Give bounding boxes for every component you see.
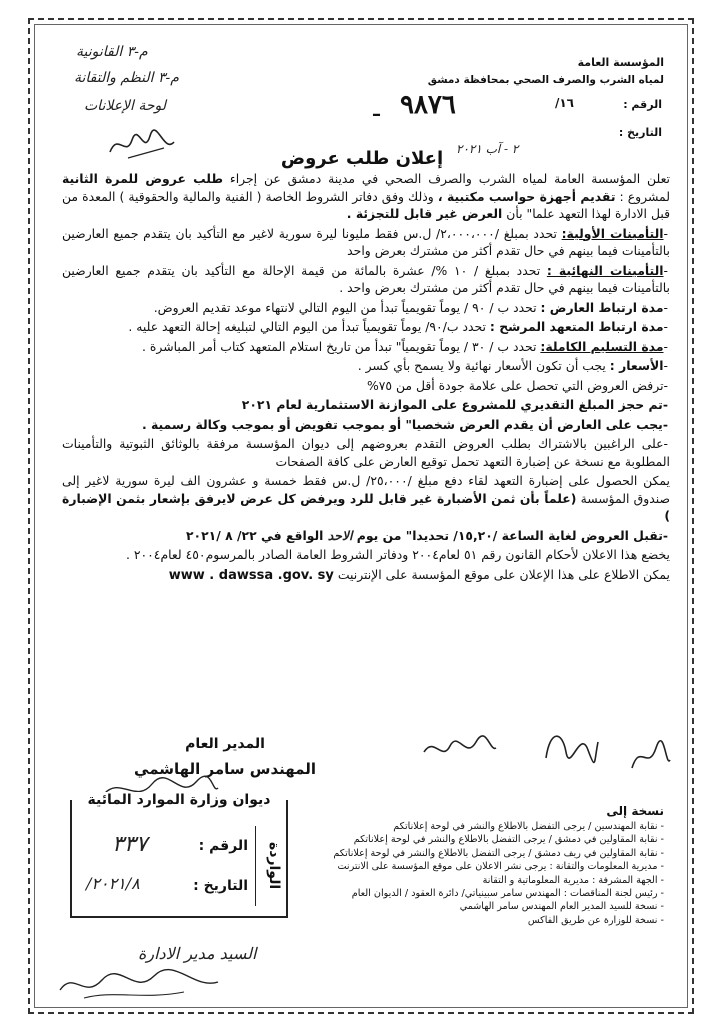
copies-list: [304, 820, 664, 927]
ref-number: ٩٨٧٦: [400, 90, 456, 120]
intro-paragraph: تعلن المؤسسة العامة لمياه الشرب والصرف الصحي في مدينة دمشق عن إجراء طلب عروض للمرة الثانية لمشروع : تقديم أجهزة حواسب مكتبية ، وذلك وفق دفاتر الشروط الخاصة ( الفنية والمالية والحقوقية ) المعدة من قبل الادارة لهذا التعهد علما" بأن العرض غير قابل للتجزئة .: [62, 171, 670, 221]
ministry-incoming-stamp: [70, 792, 288, 918]
copy-item: - نقابة المقاولين في دمشق / يرجى التفضل بالاطلاع والنشر في لوحة إعلاناتكم: [353, 834, 664, 846]
handwritten-note-it: م-٣ النظم والتقانة: [74, 70, 179, 86]
copies-title: نسخة إلى: [606, 804, 664, 818]
handwritten-note-bottom: السيد مدير الادارة: [138, 944, 257, 963]
handwritten-signature-middle-1: [420, 730, 500, 766]
final-deposit: -التأمينات النهائية : تحدد بمبلغ / ١٠ %/ عشرة بالمائة من قيمة الإحالة مع التأكيد بان يتقدم جميع العارضين بالتأمينات فيما بينهم في حال تقدم أكثر من مشترك بعرض واحد .: [62, 262, 670, 295]
initial-deposit: -التأمينات الأولية: تحدد بمبلغ /٢،٠٠٠،٠٠٠/ ل.س فقط مليونا ليرة سورية لاغير مع التأكيد بان يتقدم جميع العارضين بالتأمينات فيما بينهم في حال تقدم أكثر من مشترك بعرض واحد: [62, 225, 670, 258]
ref-suffix: ١٦/: [554, 96, 574, 110]
budget-clause: -تم حجز المبلغ التقديري للمشروع على الموازنة الاستثمارية لعام ٢٠٢١: [241, 397, 668, 412]
stamp-date-value: ٢٠٢١/٨/: [86, 874, 140, 893]
bidder-commitment: -مدة ارتباط العارض : تحدد ب / ٩٠ / يوماً تقويمياً تبدأ من اليوم التالي لانتهاء موعد تقديم العروض.: [153, 299, 668, 315]
copy-item: - نسخة للسيد المدير العام المهندس سامر الهاشمي: [459, 901, 664, 913]
copy-item: - نقابة المقاولين في ريف دمشق / يرجى التفضل بالاطلاع والنشر في لوحة إعلاناتكم: [333, 847, 664, 859]
submission-clause: -على الراغبين بالاشتراك بطلب العروض التقدم بعروضهم إلى ديوان المؤسسة مرفقة بالوثائق الثبوتية والتأمينات المطلوبة مع نسخة عن إضبارة التعهد تحمل توقيع العارض على كافة الصفحات: [62, 436, 670, 469]
stamp-date-label: التاريخ :: [193, 878, 248, 894]
handwritten-note-legal: م-٣ القانونية: [76, 44, 148, 60]
law-clause: يخضع هذا الاعلان لأحكام القانون رقم ٥١ لعام٢٠٠٤ ودفاتر الشروط العامة الصادر بالمرسوم٤٥٠ لعام٢٠٠٤ .: [125, 547, 670, 562]
page-title: إعلان طلب عروض: [280, 148, 444, 169]
ref-label: الرقم :: [623, 98, 662, 111]
stamp-title: ديوان وزارة الموارد المائية: [72, 792, 286, 808]
handwritten-date: ٢ - آب ٢٠٢١: [456, 142, 519, 156]
website-clause: يمكن الاطلاع على هذا الإعلان على موقع المؤسسة على الإنترنيت www . dawssa .gov. sy: [168, 566, 670, 583]
personal-clause: -يجب على العارض أن يقدم العرض شخصيا" أو بموجب تفويض أو بموجب وكالة رسمية .: [141, 416, 668, 432]
date-label: التاريخ :: [618, 126, 662, 139]
stamp-number-label: الرقم :: [198, 838, 248, 854]
contractor-commitment: -مدة ارتباط المتعهد المرشح : تحدد ب/٩٠/ يوماً تقويمياً تبدأ من اليوم التالي لتبليغه إحالة التعهد عليه .: [128, 319, 668, 334]
ref-dash: –: [372, 104, 381, 125]
copy-item: - نسخة للوزارة عن طريق الفاكس: [527, 914, 664, 926]
org-subtitle: لمياه الشرب والصرف الصحي بمحافظة دمشق: [427, 74, 664, 86]
handwritten-signature-right: [628, 738, 672, 778]
quality-clause: -ترفض العروض التي تحصل على علامة جودة أقل من ٧٥%: [366, 377, 668, 393]
file-fee-clause: يمكن الحصول على إضبارة التعهد لقاء دفع مبلغ /٢٥،٠٠٠/ ل.س فقط خمسة و عشرون الف ليرة سورية لاغير إلى صندوق المؤسسة (علماً بأن ثمن الأضبارة غير قابل للرد ويرفض كل عرض لايرفق بإشعار بثمن الإضبارة ): [62, 473, 670, 523]
prices-clause: -الأسعار : يجب أن تكون الأسعار نهائية ولا يسمح بأي كسر .: [357, 358, 668, 373]
copy-item: - نقابة المهندسين / يرجى التفضل بالاطلاع والنشر في لوحة إعلاناتكم: [393, 821, 664, 832]
copy-item: - مديرية المعلومات والتقانة : يرجى نشر الاعلان على موقع المؤسسة على الانترنت: [337, 861, 664, 873]
announcement-body: [62, 170, 670, 586]
copy-item: - الجهة المشرفة : مديرية المعلوماتية و التقانة: [482, 874, 664, 886]
handwritten-note-board: لوحة الإعلانات: [84, 98, 167, 114]
copy-item: - رئيس لجنة المناقصات : المهندس سامر سبينياتي/ دائرة العقود / الديوان العام: [351, 888, 664, 900]
handwritten-signature-middle-2: [540, 722, 600, 766]
deadline-clause: -تقبل العروض لغاية الساعة /١٥,٢٠/ تحديدا" من يوم الاحد الواقع في ٢٢/ ٨ /٢٠٢١: [185, 527, 668, 543]
org-name: المؤسسة العامة: [577, 56, 664, 69]
director-name: المهندس سامر الهاشمي: [134, 760, 316, 778]
handwritten-signature-bottom: [54, 960, 224, 1004]
stamp-number-value: ٣٣٧: [112, 832, 148, 857]
director-title: المدير العام: [185, 736, 265, 752]
stamp-side-label: الواردة: [255, 826, 282, 906]
delivery-period: -مدة التسليم الكاملة: تحدد ب / ٣٠ / يوماً تقويمياً" تبدأ من تاريخ استلام المتعهد كتاب أمر المباشرة .: [142, 338, 668, 354]
